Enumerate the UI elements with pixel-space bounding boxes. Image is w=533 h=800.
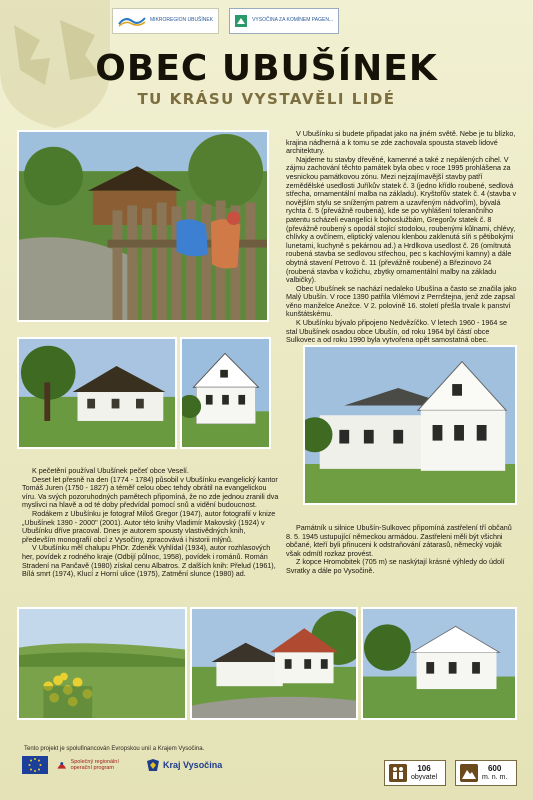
inhabitants-badge (384, 760, 446, 786)
left-paragraph: K pečetění používal Ubušínek pečeť obce Veselí. (32, 466, 189, 475)
microregion-logo (112, 8, 219, 34)
kraj-emblem-icon (146, 758, 160, 772)
inhabitants-value: 106 (417, 764, 431, 773)
sop-logo (56, 758, 138, 772)
left-paragraph: Deset let přesně na den (1774 - 1784) působil v Ubušínku evangelický kantor Tomáš Juren (1750 - 1827) a téměř celou obec tehdy obrátil na evangelickou víru. Va svých pozoruhodných pamětech připomíná, že no zde jednou zranili dva myslivci na hlavě a od té doby předvídal pomocí snů a vidění budoucnost. (22, 474, 279, 510)
right-paragraph: Památník u silnice Ubušín-Sulkovec připomíná zastřelení tří občanů 8. 5. 1945 ustupující německou armádou. Zastřeleni měli být všichni občané, kteří byli přinuceni k odstraňování zátarasů, německý voják však odmítl rozkaz provést. (286, 523, 512, 558)
page-subtitle: TU KRÁSU VYSTAVĚLI LIDÉ (137, 90, 396, 108)
inhabitants-unit: obyvatel (411, 774, 438, 781)
photo-flowers-meadow (17, 607, 187, 720)
photo-village-street (190, 607, 358, 720)
photo-gable-house (180, 337, 271, 449)
funding-logos (22, 756, 222, 774)
main-paragraph: V Ubušínku si budete připadat jako na jiném světě. Nebe je tu blízko, krajina nádherná a k tomu se zde zachovala spousta staveb lidové architektury. (286, 129, 516, 156)
main-paragraph: K Ubušínku bývalo připojeno Nedvězíčko. V letech 1960 - 1964 se stal Ubušínek osadou obce Ubušín, od roku 1964 byl částí obce Sulkovec a od roku 1990 byla vytvořena opět samostatná obec. (286, 318, 507, 345)
kraj-logo-text: Kraj Vysočina (163, 760, 223, 770)
funding-note: Tento projekt je spolufinancován Evropskou unií a Krajem Vysočina. (24, 746, 205, 752)
people-icon (389, 764, 407, 782)
altitude-badge (455, 760, 517, 786)
page-title: OBEC UBUŠÍNEK (95, 48, 438, 89)
photo-hillside-house (361, 607, 517, 720)
inhabitants-info (411, 764, 437, 782)
kraj-logo (146, 758, 222, 772)
main-paragraph: Najdeme tu stavby dřevěné, kamenné a také z nepálených cihel. V zájmu zachování těchto památek byla obec v roce 1995 prohlášena za vesnickou památkovou zónu. Mezi nejzajímavější stavby patří zemědělské usedlosti Juříkův statek č. 3 (jedno křídlo roubené, sedlová střecha, ornamentální malba na základu). Kryštofův statek č. 4 (stavba v novějším stylu se sníženým patrem a uzavřeným nádvořím), bývalá rychta č. 5 (převážně roubená), kde se po vyhlášení tolerančního patentu scházeli evangelíci k bohoslužbám, Gregorův statek č. 8 (převážně roubený s opodál stojící stodolou, roubenými kůlnami, chlévy, chlívky a ovčínem, eliptický valenou klenbou zaklenutá síň s pětibokými lunetami, kuchyně s pekárnou ad.) a Hrdlkova usedlost č. 26 (omítnutá roubená stavba se sedlovou střechou, pec s kachlovými kamny) a dále obytná stavení Petrovo č. 11 (převážně roubené) a Březinovo 24 (roubená stavba v kožichu, zbytky ornamentální malby na základu valbičky). (286, 154, 517, 285)
region-emblem-icon (234, 14, 248, 28)
right-paragraph: Z kopce Hromobitek (705 m) se naskýtají krásné výhledy do údolí Svratky a dále po Vysočině. (286, 557, 505, 575)
right-text-block (286, 524, 518, 576)
left-paragraph: V Ubušínku měl chalupu PhDr. Zdeněk Vyhlídal (1934), autor rozhlasových her, povídek z rodného kraje (Odbijí půlnoc, 1958), povídek i románů. Román Stradení na Pančavě (1980) získal cenu Albatros. Z dalších knih: Přelud (1961), Bílá smrt (1974), Klucí z Horní ulice (1975), Zatmění slunce (1980) ad. (22, 543, 276, 579)
main-text-block (286, 130, 518, 345)
left-paragraph: Rodákem z Ubušínku je fotograf Miloš Gregor (1947), autor fotografií v knize „Ubušínek 1390 - 2000" (2001). Autor této knihy Vladimír Makovský (1924) v Ubušínku dříve pracoval. Dnes je autorem spousty vlastivědných knih, především monografií obcí z Vysočiny, zpracovává i historii mlýnů. (22, 508, 276, 544)
sop-emblem-icon (56, 758, 68, 772)
altitude-info (482, 764, 507, 782)
left-text-block (22, 467, 280, 579)
altitude-value: 600 (487, 764, 502, 773)
photo-fence-cottage (17, 130, 269, 322)
mountain-icon (460, 764, 478, 782)
microregion-logo-text: MIKROREGION UBUŠÍNEK (150, 17, 214, 24)
altitude-unit: m. n. m. (482, 774, 508, 781)
sop-logo-text: Společný regionální operační program (70, 758, 119, 771)
photo-white-house (303, 345, 517, 505)
vysocina-logo-text: VYSOČINA ZA KOMÍNEM PAGEN... (252, 17, 334, 24)
main-paragraph: Obec Ubušínek se nachází nedaleko Ubušína a často se značila jako Malý Ubušín. V roce 1390 patřila Vilémovi z Pernštejna, jenž zde zapsal věno manželce Anežce. V 2. polovině 16. století přešla trvale k panství kunštátskému. (286, 283, 517, 319)
wave-icon (118, 15, 146, 27)
photo-farmhouse-tree (17, 337, 177, 449)
partner-logos (112, 8, 339, 34)
vysocina-logo (229, 8, 339, 34)
eu-flag-icon (22, 756, 48, 774)
